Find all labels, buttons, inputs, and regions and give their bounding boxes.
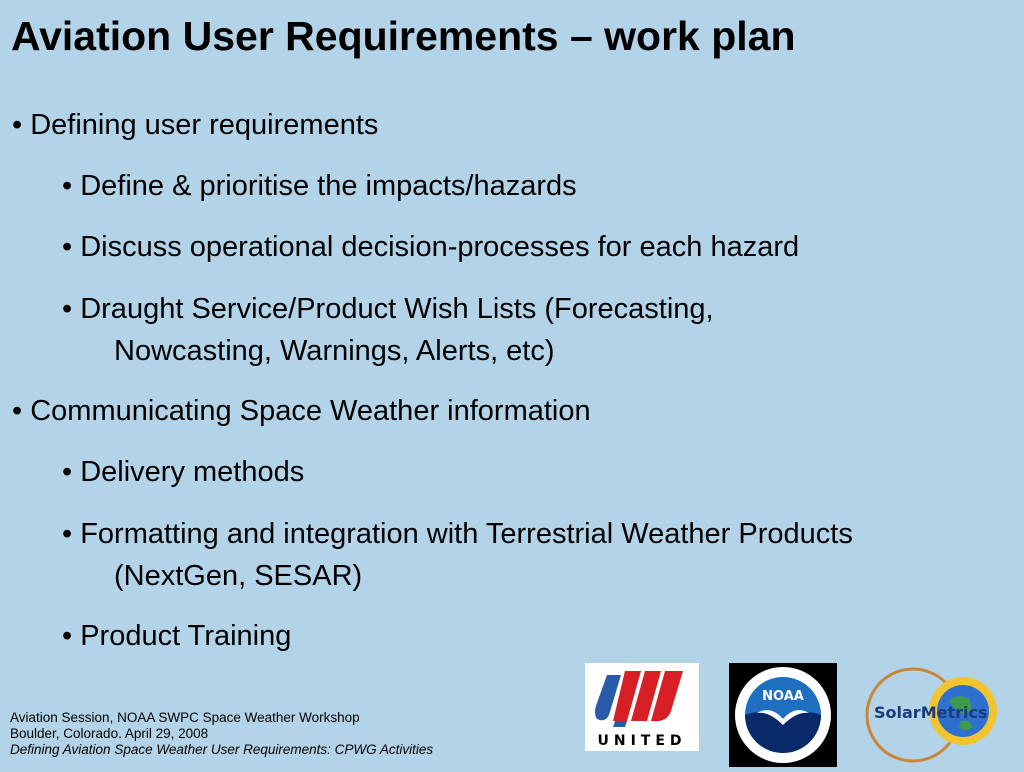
- sub-bullet-item: [62, 165, 577, 207]
- sub-bullet-item: [62, 226, 799, 268]
- sub-bullet-item: [62, 615, 291, 657]
- bullet-text: • Defining user requirements: [12, 109, 379, 141]
- slide-footer: [10, 710, 433, 758]
- footer-line-location: Boulder, Colorado. April 29, 2008: [10, 726, 209, 741]
- bullet-item: [12, 390, 591, 432]
- bullet-text: • Communicating Space Weather information: [12, 395, 591, 427]
- slide-title: Aviation User Requirements – work plan: [11, 13, 796, 59]
- united-tulip-icon: [585, 663, 699, 733]
- united-logo: [585, 663, 699, 751]
- noaa-logo: [729, 663, 837, 767]
- solarmetrics-logo: [865, 665, 1005, 765]
- bullet-text: • Product Training: [62, 620, 292, 652]
- bullet-continuation: (NextGen, SESAR): [114, 560, 363, 592]
- bullet-text: • Delivery methods: [62, 456, 305, 488]
- solarmetrics-wordmark: SolarMetrics: [874, 703, 988, 722]
- footer-line-session: Aviation Session, NOAA SWPC Space Weather Workshop: [10, 710, 360, 725]
- bullet-text: • Draught Service/Product Wish Lists (Forecasting,: [62, 293, 714, 325]
- bullet-text: • Formatting and integration with Terrestrial Weather Products: [62, 518, 853, 550]
- sub-bullet-item: [62, 513, 853, 597]
- noaa-seal-icon: [729, 663, 837, 767]
- noaa-wordmark: NOAA: [762, 689, 804, 704]
- bullet-text: • Discuss operational decision-processes for each hazard: [62, 231, 800, 263]
- sub-bullet-item: [62, 451, 304, 493]
- footer-line-topic: Defining Aviation Space Weather User Requirements: CPWG Activities: [10, 742, 434, 757]
- united-wordmark: UNITED: [597, 733, 687, 749]
- bullet-continuation: Nowcasting, Warnings, Alerts, etc): [114, 335, 555, 367]
- bullet-item: [12, 104, 378, 146]
- bullet-text: • Define & prioritise the impacts/hazards: [62, 170, 577, 202]
- sub-bullet-item: [62, 288, 714, 372]
